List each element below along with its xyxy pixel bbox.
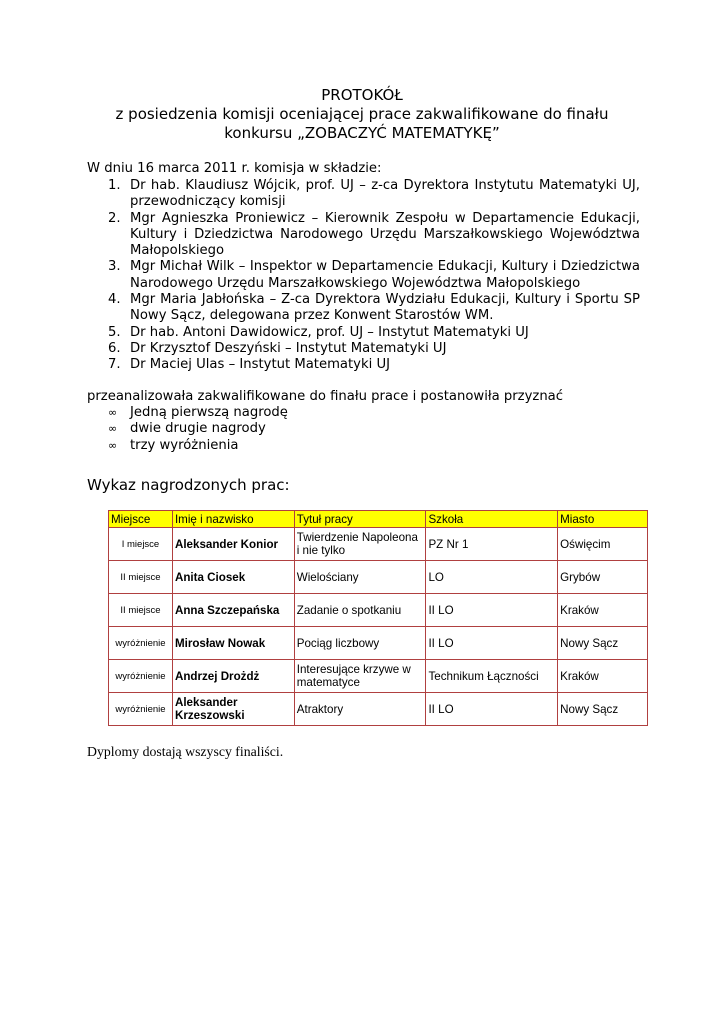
- item-text: Dr hab. Klaudiusz Wójcik, prof. UJ – z-ca Dyrektora Instytutu Matematyki UJ, przewodniczący komisji: [130, 178, 640, 210]
- header-school: Szkoła: [426, 511, 558, 528]
- cell-place: I miejsce: [109, 528, 173, 561]
- item-number: 2.: [108, 210, 121, 226]
- table-header-row: [109, 511, 648, 528]
- cell-school: LO: [426, 561, 558, 594]
- cell-city: Grybów: [558, 561, 648, 594]
- title-line-1: PROTOKÓŁ: [321, 86, 403, 104]
- cell-title: Atraktory: [294, 693, 426, 726]
- table-row: [109, 561, 648, 594]
- list-item: [108, 421, 288, 437]
- item-text: Mgr Maria Jabłońska – Z-ca Dyrektora Wydziału Edukacji, Kultury i Sportu SP Nowy Sącz, delegowana przez Konwent Starostów WM.: [130, 292, 640, 324]
- cell-name: Anita Ciosek: [172, 561, 294, 594]
- header-name: Imię i nazwisko: [172, 511, 294, 528]
- infinity-bullet-icon: ∞: [108, 406, 118, 419]
- list-item: [108, 357, 640, 373]
- item-text: Dr Maciej Ulas – Instytut Matematyki UJ: [130, 357, 391, 373]
- item-number: 3.: [108, 259, 121, 275]
- cell-school: Technikum Łączności: [426, 660, 558, 693]
- item-text: Dr Krzysztof Deszyński – Instytut Matematyki UJ: [130, 340, 447, 356]
- list-item: [108, 292, 640, 325]
- list-item: [108, 211, 640, 260]
- cell-school: II LO: [426, 594, 558, 627]
- cell-city: Nowy Sącz: [558, 627, 648, 660]
- cell-city: Kraków: [558, 594, 648, 627]
- cell-place: II miejsce: [109, 561, 173, 594]
- cell-title: Zadanie o spotkaniu: [294, 594, 426, 627]
- list-item: [108, 341, 640, 357]
- cell-school: II LO: [426, 693, 558, 726]
- item-number: 5.: [108, 324, 121, 340]
- cell-name: Andrzej Drożdż: [172, 660, 294, 693]
- list-item: [108, 178, 640, 211]
- table-row: [109, 660, 648, 693]
- item-text: trzy wyróżnienia: [130, 437, 239, 453]
- cell-city: Nowy Sącz: [558, 693, 648, 726]
- title-line-3: konkursu „ZOBACZYĆ MATEMATYKĘ”: [224, 124, 500, 142]
- item-text: Mgr Michał Wilk – Inspektor w Departamencie Edukacji, Kultury i Dziedzictwa Narodowego Urzędu Marszałkowskiego Województwa Małopolskiego: [130, 259, 640, 291]
- cell-school: II LO: [426, 627, 558, 660]
- cell-place: wyróżnienie: [109, 693, 173, 726]
- item-text: dwie drugie nagrody: [130, 421, 266, 437]
- awards-heading: Wykaz nagrodzonych prac:: [87, 476, 290, 494]
- cell-name: Anna Szczepańska: [172, 594, 294, 627]
- item-number: 7.: [108, 357, 121, 373]
- cell-city: Oświęcim: [558, 528, 648, 561]
- item-text: Dr hab. Antoni Dawidowicz, prof. UJ – Instytut Matematyki UJ: [130, 324, 529, 340]
- table-row: [109, 528, 648, 561]
- list-item: [108, 405, 288, 421]
- cell-title: Twierdzenie Napoleona i nie tylko: [294, 528, 426, 561]
- table-row: [109, 693, 648, 726]
- intro-text: W dniu 16 marca 2011 r. komisja w składzie:: [87, 161, 382, 176]
- cell-title: Wielościany: [294, 561, 426, 594]
- header-title: Tytuł pracy: [294, 511, 426, 528]
- footer-note: Dyplomy dostają wszyscy finaliści.: [87, 744, 284, 759]
- cell-name: Aleksander Konior: [172, 528, 294, 561]
- list-item: [108, 438, 288, 454]
- cell-name: Mirosław Nowak: [172, 627, 294, 660]
- item-text: Mgr Agnieszka Proniewicz – Kierownik Zespołu w Departamencie Edukacji, Kultury i Dziedzictwa Narodowego Urzędu Marszałkowskiego Województwa Małopolskiego: [130, 210, 640, 259]
- infinity-bullet-icon: ∞: [108, 422, 118, 436]
- header-place: Miejsce: [109, 511, 173, 528]
- list-item: [108, 325, 640, 341]
- header-city: Miasto: [558, 511, 648, 528]
- awards-table: [108, 510, 648, 726]
- cell-name: Aleksander Krzeszowski: [172, 693, 294, 726]
- item-text: Jedną pierwszą nagrodę: [130, 405, 288, 420]
- table-row: [109, 627, 648, 660]
- cell-place: II miejsce: [109, 594, 173, 627]
- title-line-2: z posiedzenia komisji oceniającej prace zakwalifikowane do finału: [115, 105, 609, 123]
- table-row: [109, 594, 648, 627]
- cell-place: wyróżnienie: [109, 627, 173, 660]
- cell-school: PZ Nr 1: [426, 528, 558, 561]
- item-number: 4.: [108, 292, 121, 308]
- cell-city: Kraków: [558, 660, 648, 693]
- cell-place: wyróżnienie: [109, 660, 173, 693]
- document-title: [60, 86, 664, 143]
- item-number: 1.: [108, 178, 121, 193]
- item-number: 6.: [108, 340, 121, 356]
- list-item: [108, 259, 640, 292]
- committee-members-list: [108, 178, 640, 374]
- cell-title: Pociąg liczbowy: [294, 627, 426, 660]
- infinity-bullet-icon: ∞: [108, 438, 118, 452]
- cell-title: Interesujące krzywe w matematyce: [294, 660, 426, 693]
- prizes-list: [108, 405, 288, 454]
- summary-text: przeanalizowała zakwalifikowane do finału prace i postanowiła przyznać: [87, 389, 564, 404]
